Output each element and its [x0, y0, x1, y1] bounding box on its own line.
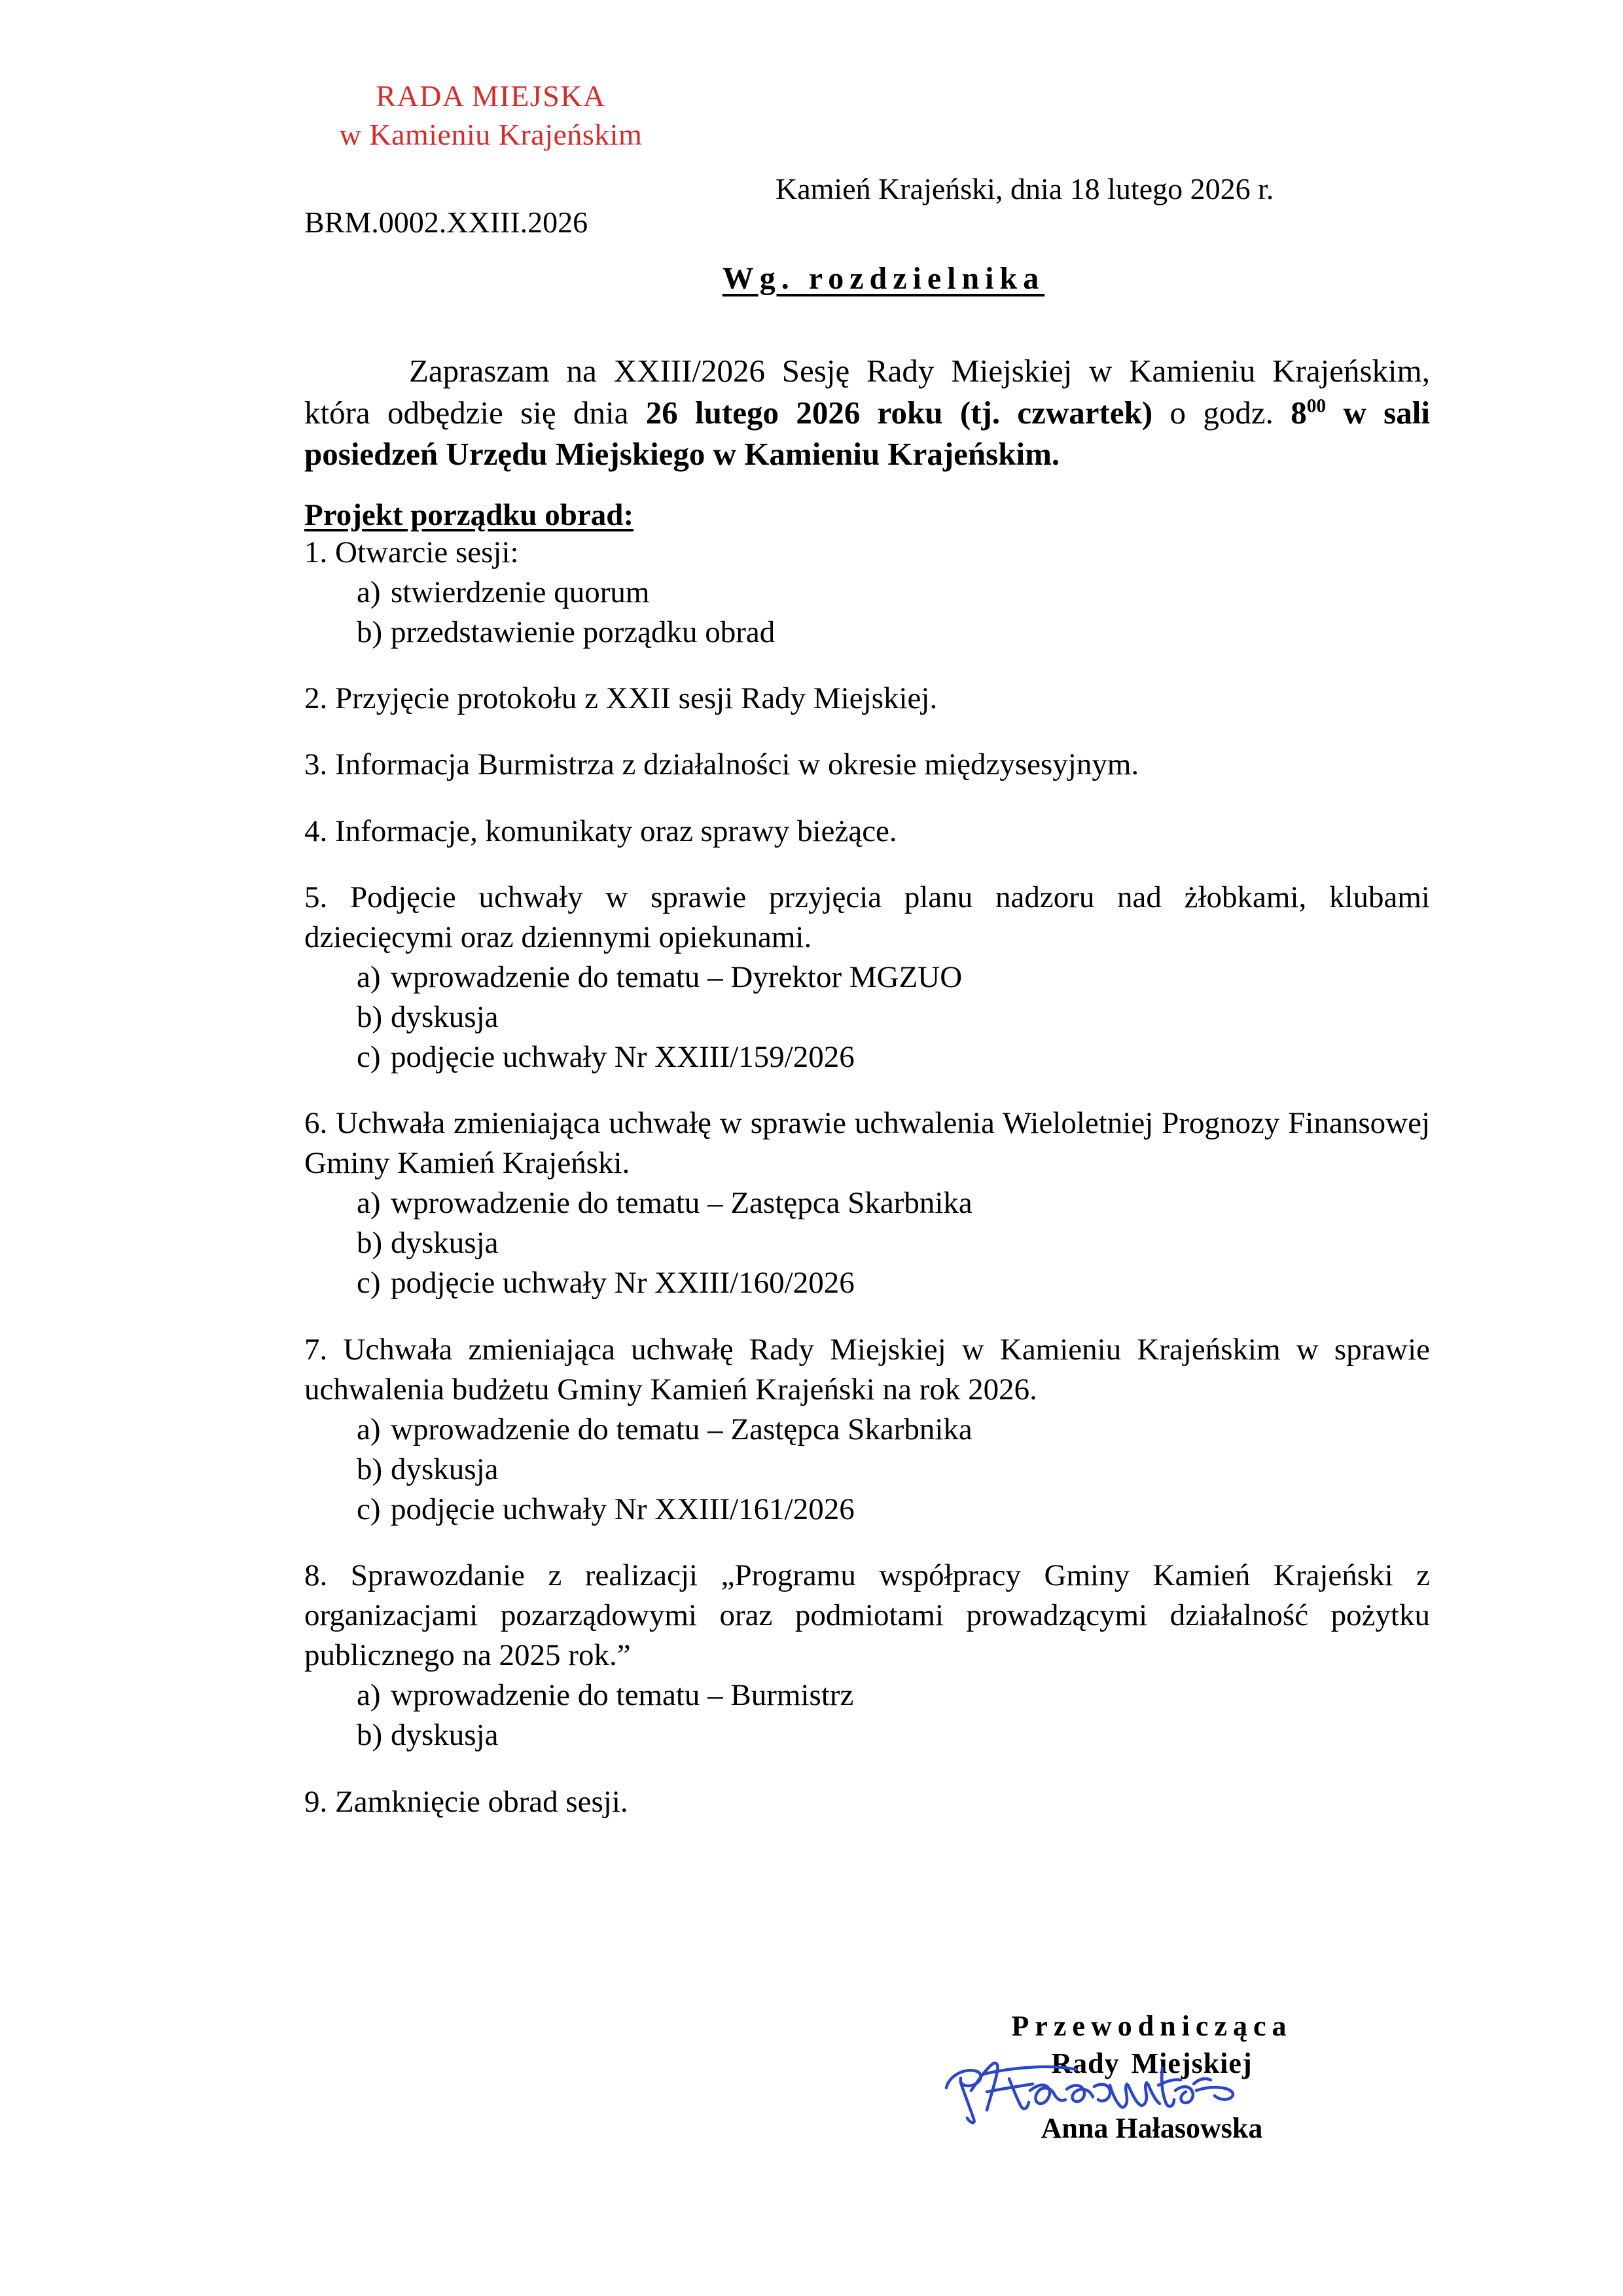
- letterhead: [262, 77, 720, 154]
- agenda-subitem: [304, 1037, 1430, 1077]
- agenda-item: [304, 878, 1430, 958]
- agenda-item-text: Uchwała zmieniająca uchwałę Rady Miejskiej w Kamieniu Krajeńskim w sprawie uchwalenia budżetu Gminy Kamień Krajeński na rok 2026.: [304, 1332, 1430, 1407]
- letterhead-line-2: w Kamieniu Krajeńskim: [339, 117, 643, 151]
- invitation-part-3: [1326, 395, 1343, 431]
- agenda-subitem-marker: a): [357, 960, 381, 994]
- place-and-date: Kamień Krajeński, dnia 18 lutego 2026 r.: [776, 172, 1274, 206]
- letterhead-line-1: RADA MIEJSKA: [376, 79, 606, 113]
- agenda-subitem-text: wprowadzenie do tematu – Zastępca Skarbnika: [391, 1186, 972, 1221]
- agenda-subitem-text: podjęcie uchwały Nr XXIII/161/2026: [391, 1492, 855, 1526]
- agenda-item-text: Informacje, komunikaty oraz sprawy bieżące.: [335, 814, 897, 848]
- agenda-subitem: [304, 1263, 1430, 1303]
- agenda-subitem: [304, 1410, 1430, 1450]
- agenda-subitem-marker: c): [357, 1492, 381, 1526]
- agenda-item: [304, 679, 1430, 719]
- invitation-paragraph: [304, 350, 1430, 475]
- agenda-item-number: 3.: [304, 747, 335, 782]
- document-body: [304, 350, 1430, 1822]
- agenda-subitem-marker: a): [357, 1412, 381, 1446]
- agenda-item: [304, 1556, 1430, 1676]
- agenda-subitem-text: dyskusja: [391, 1718, 499, 1753]
- agenda-item-number: 8.: [304, 1558, 351, 1593]
- agenda-item-number: 1.: [304, 535, 335, 570]
- agenda-item-number: 9.: [304, 1784, 335, 1819]
- agenda-subitem-marker: b): [357, 999, 383, 1034]
- agenda-subitem-text: wprowadzenie do tematu – Zastępca Skarbnika: [391, 1412, 972, 1446]
- agenda-subitem-list: [304, 1676, 1430, 1755]
- signature-block: [916, 2009, 1387, 2145]
- agenda-subitem: [304, 997, 1430, 1037]
- agenda-subitem-list: [304, 958, 1430, 1077]
- agenda-title-wrap: [304, 475, 1430, 533]
- invitation-hour-value: 8: [1291, 394, 1307, 431]
- agenda-subitem-marker: c): [357, 1040, 381, 1074]
- signature-body-word-2: Miejskiej: [1131, 2047, 1253, 2079]
- agenda-subitem-marker: a): [357, 575, 381, 610]
- agenda-subitem-marker: b): [357, 1226, 383, 1261]
- invitation-part-1: Zapraszam na XXIII/2026 Sesję Rady Miejskiej w Kamieniu Krajeńskim, która odbędzie się dnia: [304, 353, 1430, 431]
- agenda-subitem: [304, 613, 1430, 653]
- agenda-subitem: [304, 573, 1430, 613]
- agenda-item-text: Przyjęcie protokołu z XXII sesji Rady Miejskiej.: [335, 681, 938, 716]
- signature-body-word-1: Rady: [1051, 2047, 1120, 2079]
- agenda-item-number: 5.: [304, 880, 350, 914]
- agenda-item: [304, 1103, 1430, 1183]
- agenda-subitem-marker: c): [357, 1266, 381, 1300]
- agenda-subitem: [304, 1715, 1430, 1755]
- agenda-item: [304, 812, 1430, 852]
- signature-role: Przewodnicząca: [1011, 2010, 1293, 2042]
- agenda-item-text: Uchwała zmieniająca uchwałę w sprawie uchwalenia Wieloletniej Prognozy Finansowej Gminy Kamień Krajeński.: [304, 1106, 1430, 1181]
- agenda-title: Projekt porządku obrad:: [304, 498, 634, 533]
- invitation-part-2: o godz.: [1152, 394, 1291, 431]
- agenda-item-number: 4.: [304, 814, 335, 848]
- invitation-date: 26 lutego 2026 roku (tj. czwartek): [645, 394, 1153, 431]
- agenda-item-number: 2.: [304, 681, 335, 716]
- agenda-subitem-text: dyskusja: [391, 1452, 499, 1486]
- agenda-subitem-text: przedstawienie porządku obrad: [391, 615, 776, 650]
- agenda-subitem: [304, 1490, 1430, 1530]
- agenda-subitem-text: wprowadzenie do tematu – Dyrektor MGZUO: [391, 960, 963, 994]
- addressee: [0, 260, 1623, 296]
- agenda-subitem: [304, 1450, 1430, 1490]
- invitation-hour: [1291, 395, 1326, 431]
- signature-name: Anna Hałasowska: [1041, 2112, 1263, 2144]
- invitation-hour-minutes: 00: [1306, 395, 1327, 417]
- agenda-item-number: 7.: [304, 1332, 344, 1367]
- agenda-item-text: Zamknięcie obrad sesji.: [335, 1784, 628, 1819]
- agenda-subitem-text: dyskusja: [391, 1226, 499, 1261]
- agenda-subitem-text: podjęcie uchwały Nr XXIII/160/2026: [391, 1266, 855, 1300]
- agenda-subitem-marker: a): [357, 1678, 381, 1713]
- agenda-subitem-marker: b): [357, 1452, 383, 1486]
- agenda-item-text: Otwarcie sesji:: [335, 535, 519, 570]
- agenda-item: [304, 533, 1430, 573]
- agenda-subitem-marker: a): [357, 1186, 381, 1221]
- agenda-item-text: Sprawozdanie z realizacji „Programu współpracy Gminy Kamień Krajeński z organizacjami pozarządowymi oraz podmiotami prowadzącymi działalność pożytku publicznego na 2025 rok.”: [304, 1558, 1431, 1673]
- agenda-list: [304, 533, 1430, 1822]
- agenda-subitem-list: [304, 1183, 1430, 1303]
- agenda-item: [304, 1782, 1430, 1822]
- agenda-subitem-marker: b): [357, 1718, 383, 1753]
- agenda-item: [304, 1330, 1430, 1410]
- addressee-label: Wg. rozdzielnika: [722, 261, 1045, 296]
- agenda-subitem-list: [304, 1410, 1430, 1530]
- agenda-subitem: [304, 1183, 1430, 1223]
- agenda-item: [304, 745, 1430, 785]
- agenda-subitem-text: podjęcie uchwały Nr XXIII/159/2026: [391, 1040, 855, 1074]
- invitation-venue: w sali posiedzeń Urzędu Miejskiego w Kamieniu Krajeńskim.: [304, 394, 1430, 473]
- agenda-item-text: Podjęcie uchwały w sprawie przyjęcia planu nadzoru nad żłobkami, klubami dziecięcymi oraz dziennymi opiekunami.: [304, 880, 1430, 954]
- agenda-subitem-text: dyskusja: [391, 999, 499, 1034]
- agenda-subitem: [304, 958, 1430, 997]
- reference-number: BRM.0002.XXIII.2026: [304, 206, 588, 239]
- agenda-subitem: [304, 1223, 1430, 1263]
- agenda-item-number: 6.: [304, 1106, 336, 1141]
- agenda-subitem-list: [304, 573, 1430, 653]
- agenda-item-text: Informacja Burmistrza z działalności w okresie międzysesyjnym.: [335, 747, 1139, 782]
- agenda-subitem-text: wprowadzenie do tematu – Burmistrz: [391, 1678, 854, 1713]
- agenda-subitem-text: stwierdzenie quorum: [391, 575, 650, 610]
- agenda-subitem: [304, 1676, 1430, 1715]
- agenda-subitem-marker: b): [357, 615, 383, 650]
